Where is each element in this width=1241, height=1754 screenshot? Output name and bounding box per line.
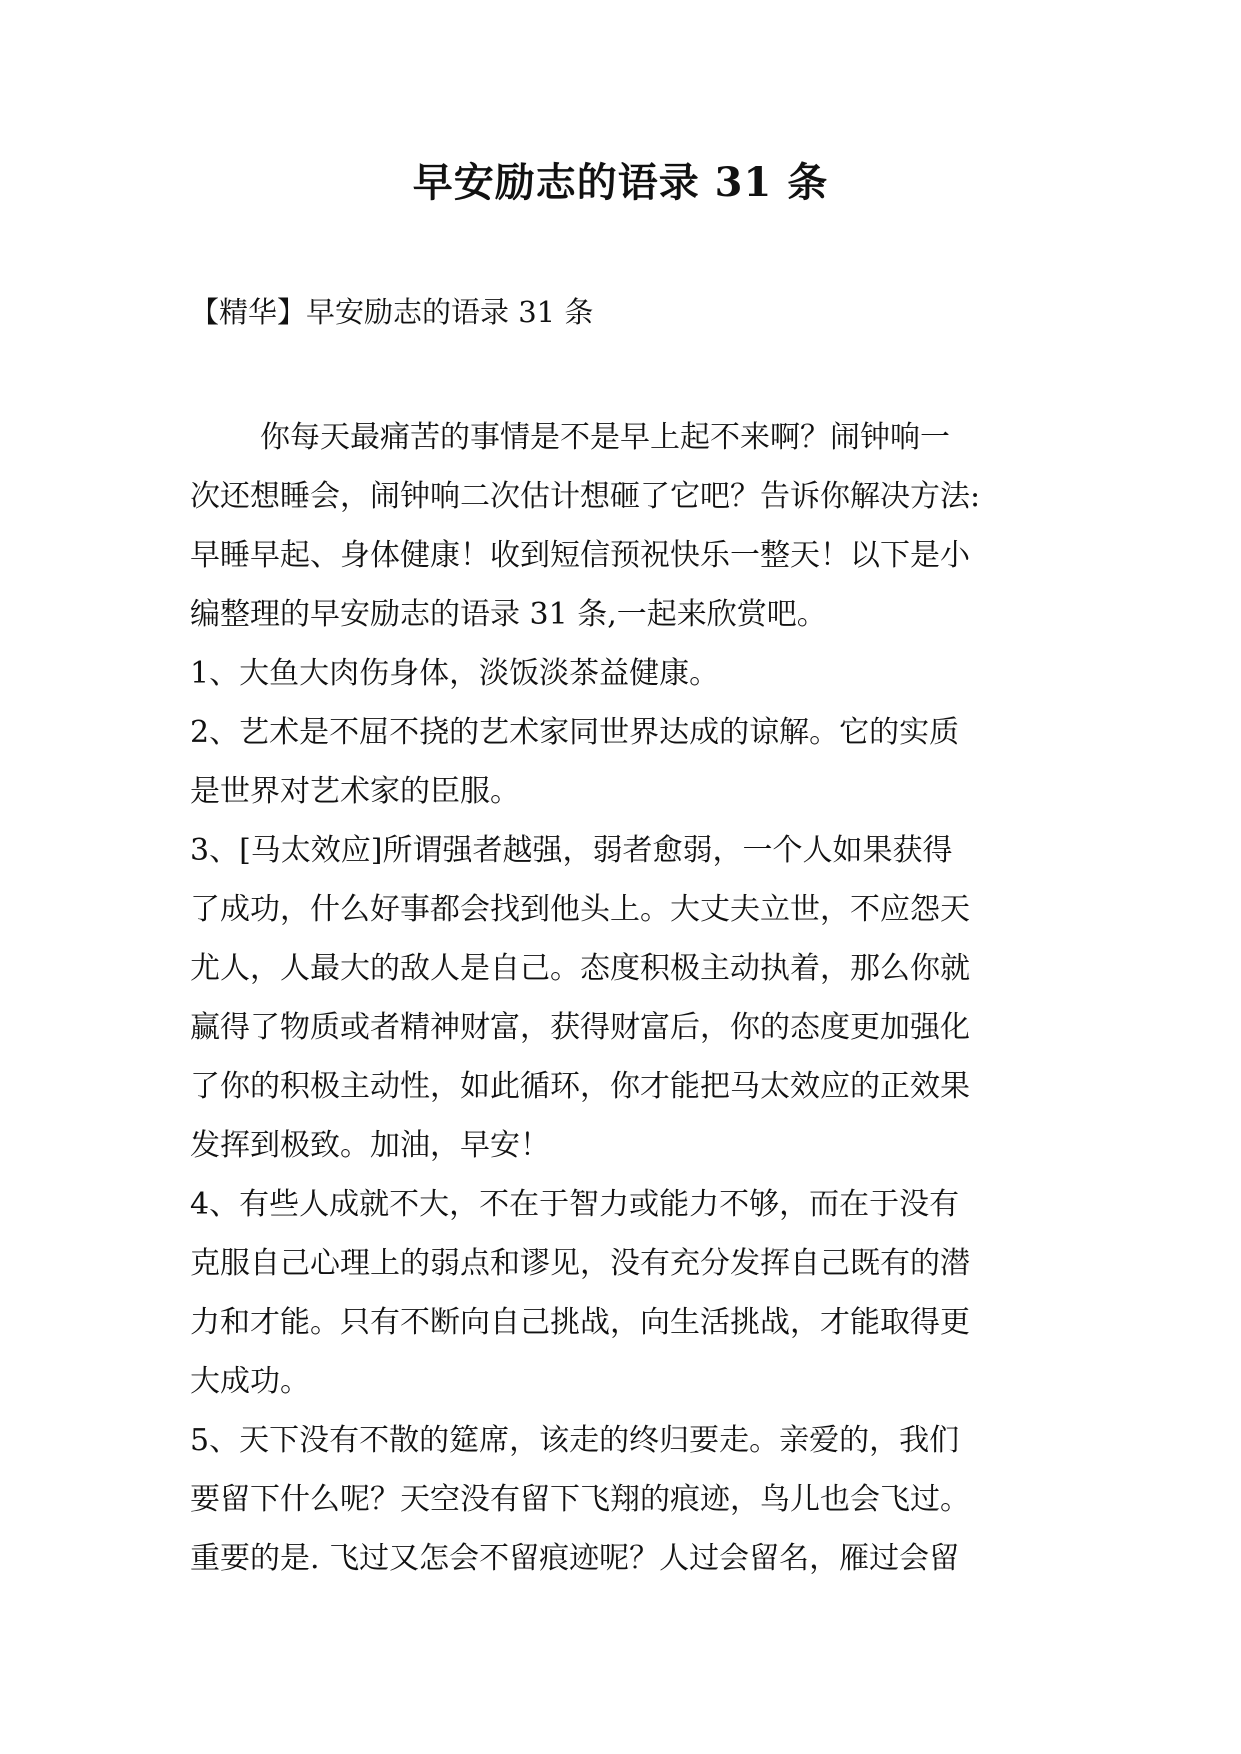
text-line: 了成功，什么好事都会找到他头上。大丈夫立世，不应怨天 [190, 892, 970, 927]
text-line: 次还想睡会，闹钟响二次估计想砸了它吧？告诉你解决方法: [190, 479, 981, 514]
text-line: 力和才能。只有不断向自己挑战，向生活挑战，才能取得更 [190, 1305, 970, 1340]
text-line: 你每天最痛苦的事情是不是早上起不来啊？闹钟响一 [260, 420, 950, 455]
list-item-3: 3、[马太效应]所谓强者越强，弱者愈弱，一个人如果获得 [190, 833, 953, 868]
text-line: 要留下什么呢？天空没有留下飞翔的痕迹，鸟儿也会飞过。 [190, 1482, 970, 1517]
text-line: 赢得了物质或者精神财富，获得财富后，你的态度更加强化 [190, 1010, 970, 1045]
text-line: 发挥到极致。加油，早安！ [190, 1128, 550, 1163]
text-line: 早睡早起、身体健康！收到短信预祝快乐一整天！以下是小 [190, 538, 970, 573]
text-line: 尤人，人最大的敌人是自己。态度积极主动执着，那么你就 [190, 951, 970, 986]
text-line: 了你的积极主动性，如此循环，你才能把马太效应的正效果 [190, 1069, 970, 1104]
text-line: 编整理的早安励志的语录 31 条,一起来欣赏吧。 [190, 597, 827, 632]
document-body [190, 408, 1050, 1588]
text-line: 重要的是. 飞过又怎会不留痕迹呢？人过会留名，雁过会留 [190, 1541, 960, 1576]
text-line: 大成功。 [190, 1364, 310, 1399]
document-title: 早安励志的语录 31 条 [412, 159, 829, 206]
text-line: 克服自己心理上的弱点和谬见，没有充分发挥自己既有的潜 [190, 1246, 970, 1281]
list-item-4: 4、有些人成就不大，不在于智力或能力不够，而在于没有 [190, 1187, 960, 1222]
list-item-2: 2、艺术是不屈不挠的艺术家同世界达成的谅解。它的实质 [190, 715, 960, 750]
text-line: 是世界对艺术家的臣服。 [190, 774, 520, 809]
list-item-1: 1、大鱼大肉伤身体，淡饭淡茶益健康。 [190, 656, 720, 691]
list-item-5: 5、天下没有不散的筵席，该走的终归要走。亲爱的，我们 [190, 1423, 960, 1458]
document-subtitle: 【精华】早安励志的语录 31 条 [190, 295, 594, 329]
